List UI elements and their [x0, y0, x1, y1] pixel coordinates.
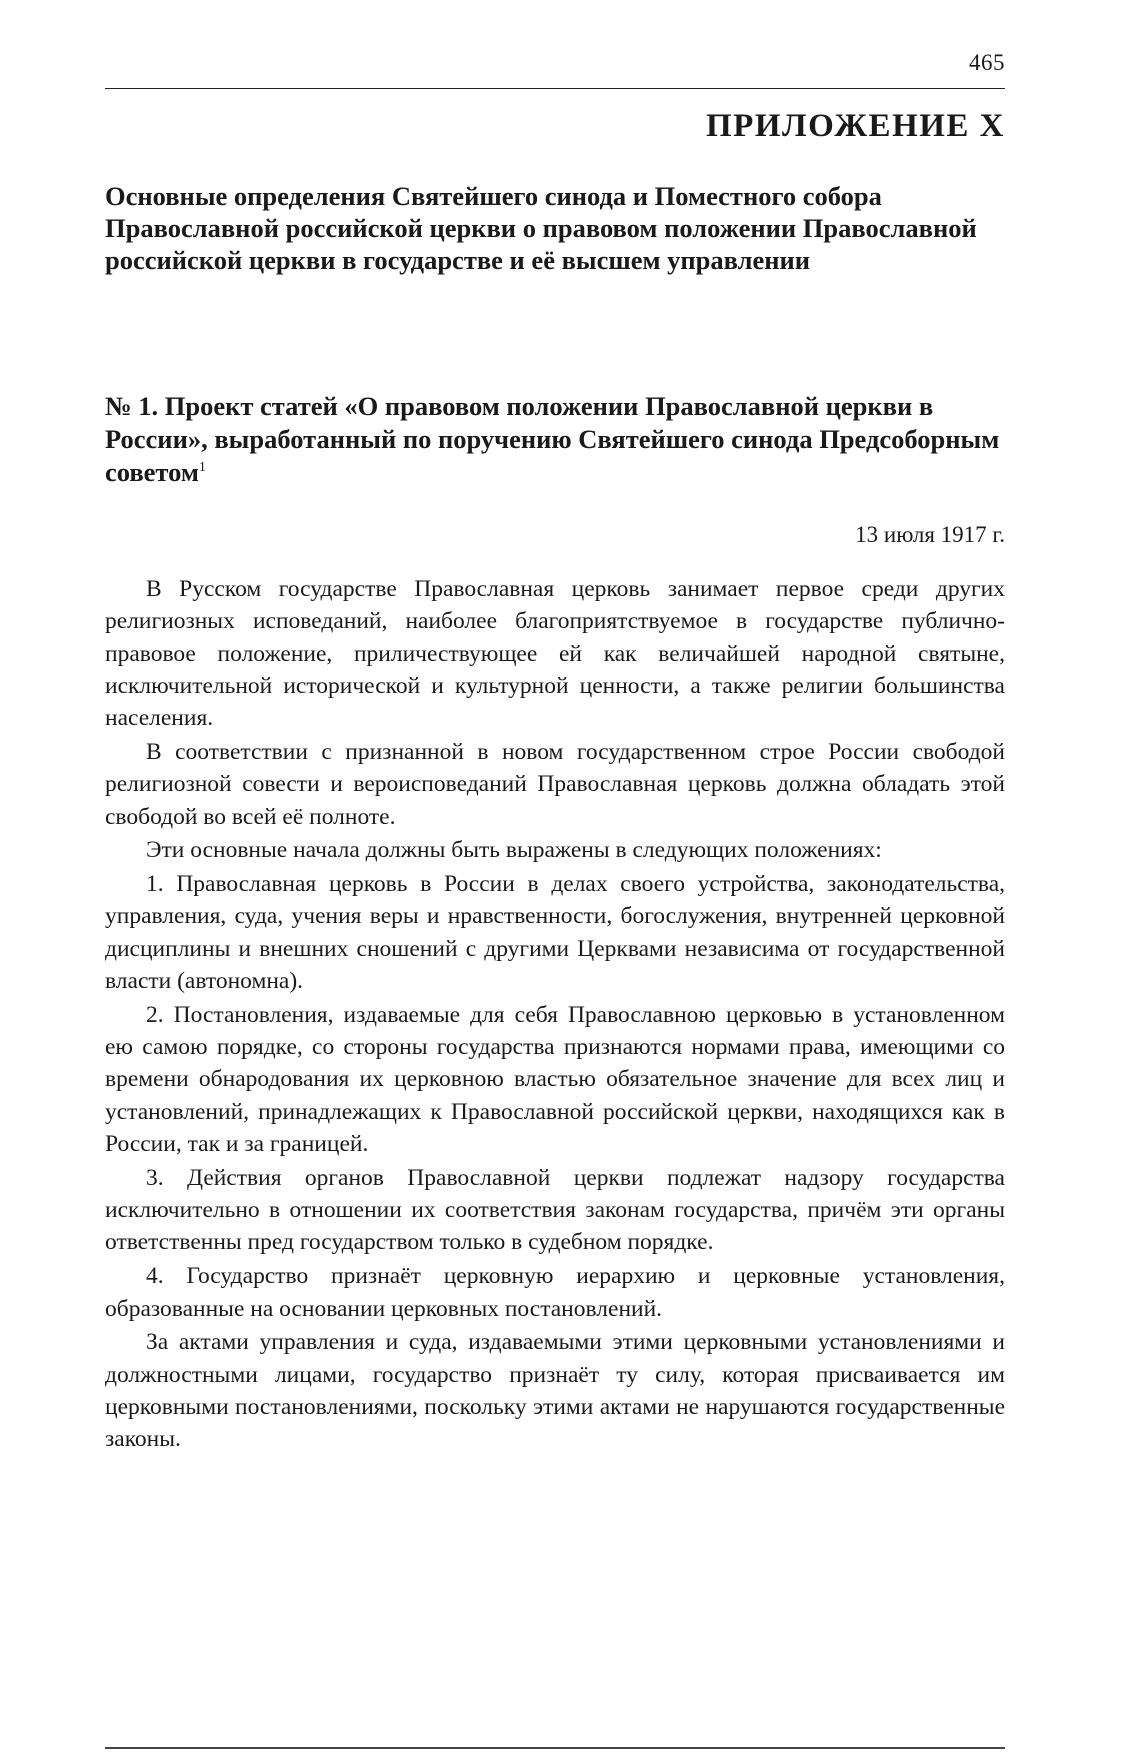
paragraph: 1. Православная церковь в России в делах своего устройства, законодательства, управления, суда, учения веры и нравственности, богослужения, внутренней церковной дисциплины и внешних сношений с другими Церквами независима от государственной власти (автономна).	[105, 871, 1005, 995]
bottom-rule	[105, 1747, 1005, 1749]
book-page	[105, 0, 1005, 1758]
paragraph: В Русском государстве Православная церковь занимает первое среди других религиозных исповеданий, наиболее благоприятствуемое в государстве публично-правовое положение, приличествующее ей как величайшей народной святыне, исключительной исторической и культурной ценности, а также религии большинства населения.	[105, 576, 1005, 732]
footnote-marker[interactable]: 1	[198, 460, 206, 476]
paragraph: Эти основные начала должны быть выражены в следующих положениях:	[146, 837, 882, 864]
main-heading: Основные определения Святейшего синода и Поместного собора Православной российской церкви о правовом положении Православной российской церкви в государстве и её высшем управлении	[105, 181, 977, 275]
paragraph: 3. Действия органов Православной церкви подлежат надзору государства исключительно в отношении их соответствия законам государства, причём эти органы ответственны пред государством только в судебном порядке.	[105, 1164, 1005, 1256]
paragraph: 2. Постановления, издаваемые для себя Православною церковью в установленном ею самою порядке, со стороны государства признаются нормами права, имеющими со времени обнародования их церковною властью обязательное значение для всех лиц и установлений, принадлежащих к Православной российской церкви, находящихся как в России, так и за границей.	[105, 1001, 1005, 1158]
document-heading	[105, 390, 1005, 489]
paragraph: За актами управления и суда, издаваемыми этими церковными установлениями и должностными лицами, государство признаёт ту силу, которая присваивается им церковными постановлениями, поскольку этими актами не нарушаются государственные законы.	[105, 1329, 1005, 1453]
paragraph: В соответствии с признанной в новом государственном строе России свободой религиозной совести и вероисповеданий Православная церковь должна обладать этой свободой во всей её полноте.	[105, 738, 1005, 830]
paragraph: 4. Государство признаёт церковную иерархию и церковные установления, образованные на основании церковных постановлений.	[105, 1263, 1005, 1322]
body-text	[105, 573, 1005, 1457]
document-date: 13 июля 1917 г.	[855, 522, 1005, 547]
appendix-title: ПРИЛОЖЕНИЕ X	[706, 108, 1005, 144]
document-heading-text: № 1. Проект статей «О правовом положении Православной церкви в России», выработанный по поручению Святейшего синода Предсоборным советом	[105, 391, 1000, 487]
page-number: 465	[969, 50, 1005, 75]
header-rule	[105, 88, 1005, 89]
